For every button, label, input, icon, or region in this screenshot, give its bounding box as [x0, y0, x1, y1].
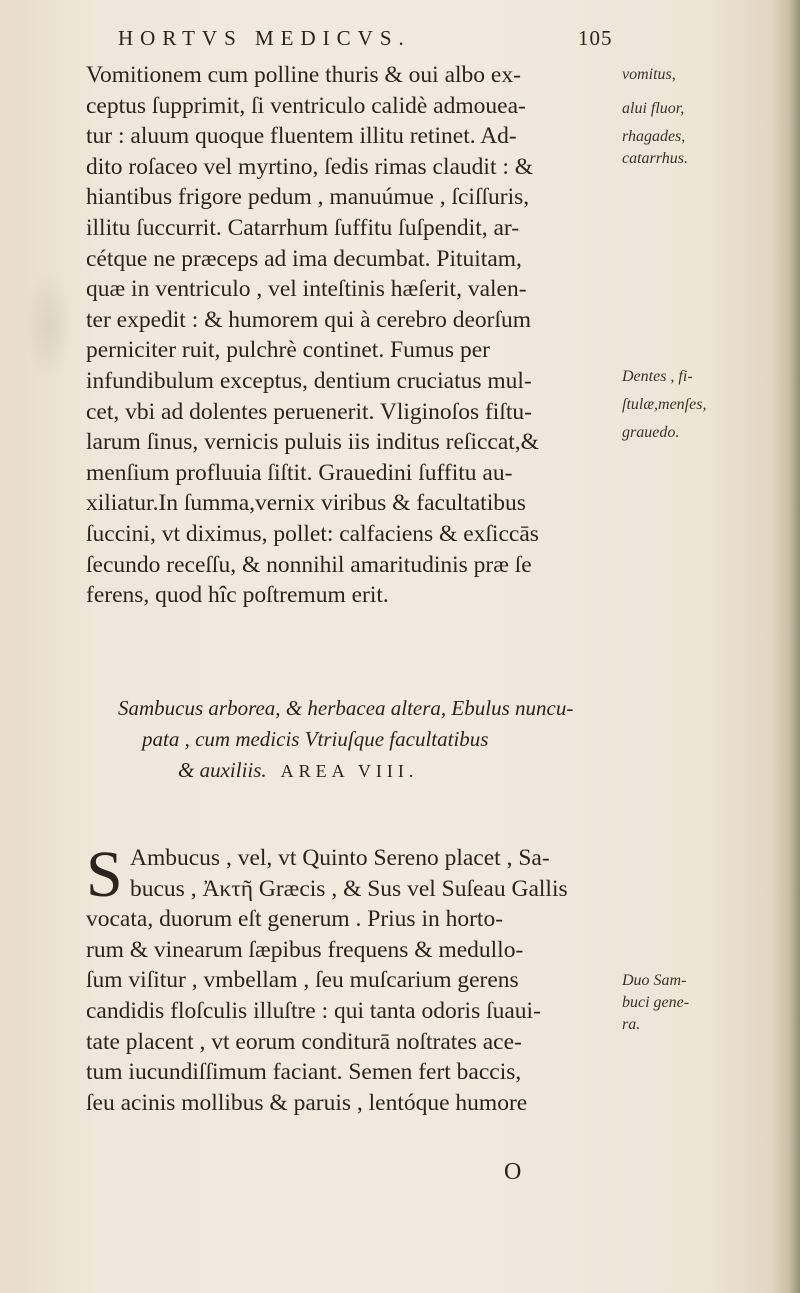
text-line: ceptus ſupprimit, ſi ventriculo calidè admouea- [86, 92, 526, 119]
page-number: 105 [578, 26, 613, 50]
margin-note: vomitus, [622, 66, 676, 83]
text-line: candidis floſculis illuſtre : qui tanta odoris ſuaui- [86, 997, 541, 1024]
running-header [118, 26, 658, 52]
text-line: ter expedit : & humorem qui à cerebro deorſum [86, 306, 532, 333]
text-line: cétque ne præceps ad ima decumbat. Pituitam, [86, 245, 522, 272]
margin-note: buci gene- [622, 994, 690, 1011]
text-line: cet, vbi ad dolentes peruenerit. Vliginoſos fiſtu- [86, 398, 532, 425]
drop-cap: S [86, 838, 123, 911]
main-text-block [86, 60, 630, 611]
text-line: perniciter ruit, pulchrè continet. Fumus per [86, 337, 490, 364]
section-heading [118, 693, 678, 787]
text-line: rum & vinearum ſæpibus frequens & medullo- [86, 936, 524, 963]
text-line: illitu ſuccurrit. Catarrhum ſuffitu ſuſpendit, ar- [86, 214, 520, 241]
text-line: larum ſinus, vernicis puluis iis inditus reſiccat,& [86, 429, 539, 456]
text-line: hiantibus frigore pedum , manuúmue , ſciſſuris, [86, 184, 530, 211]
running-title: HORTVS MEDICVS. [118, 26, 411, 50]
text-line: infundibulum exceptus, dentium cruciatus mul- [86, 367, 532, 394]
margin-note: rhagades, [622, 128, 686, 145]
page-edge-shadow [772, 0, 800, 1293]
ink-stain [24, 270, 74, 380]
text-line: ſuccini, vt diximus, pollet: calfaciens & exſiccās [86, 520, 539, 547]
text-line: tate placent , vt eorum conditurā noſtrates ace- [86, 1028, 522, 1055]
margin-note: ra. [622, 1016, 641, 1033]
heading-line: pata , cum medicis Vtriuſque facultatibus [142, 727, 489, 751]
heading-line: Sambucus arborea, & herbacea altera, Ebulus nuncu- [118, 696, 574, 720]
margin-note: ſtulæ,menſes, [622, 396, 707, 413]
signature-mark: O [504, 1159, 522, 1185]
text-line: ſeu acinis mollibus & paruis , lentóque humore [86, 1089, 528, 1116]
area-label: AREA VIII. [280, 761, 419, 781]
sambucus-text-block [86, 838, 630, 1118]
margin-note: grauedo. [622, 424, 680, 441]
text-line: tur : aluum quoque fluentem illitu retinet. Ad- [86, 123, 517, 150]
text-line: ſum viſitur , vmbellam , ſeu muſcarium gerens [86, 967, 519, 994]
text-line: Vomitionem cum polline thuris & oui albo ex- [86, 62, 521, 88]
margin-note: Dentes , fi- [622, 368, 693, 385]
text-line: tum iucundiſſimum faciant. Semen fert baccis, [86, 1059, 522, 1086]
margin-note: Duo Sam- [622, 972, 687, 989]
margin-note: alui fluor, [622, 100, 685, 117]
text-line: ſecundo receſſu, & nonnihil amaritudinis præ ſe [86, 551, 532, 578]
text-line: bucus , Ἀκτῆ Græcis , & Sus vel Suſeau Gallis [130, 875, 568, 902]
text-line: ferens, quod hîc poſtremum erit. [86, 582, 389, 609]
text-line: menſium profluuia ſiſtit. Grauedini ſuffitu au- [86, 459, 513, 486]
text-line: Ambucus , vel, vt Quinto Sereno placet , Sa- [130, 845, 550, 871]
heading-line: & auxiliis. [178, 758, 267, 782]
margin-note: catarrhus. [622, 150, 688, 167]
heading-line-3 [118, 755, 678, 787]
text-line: xiliatur.In ſumma,vernix viribus & facultatibus [86, 490, 526, 517]
text-line: dito roſaceo vel myrtino, ſedis rimas claudit : & [86, 153, 534, 180]
text-line: quæ in ventriculo , vel inteſtinis hæſerit, valen- [86, 276, 527, 303]
text-line: vocata, duorum eſt generum . Prius in horto- [86, 906, 504, 933]
